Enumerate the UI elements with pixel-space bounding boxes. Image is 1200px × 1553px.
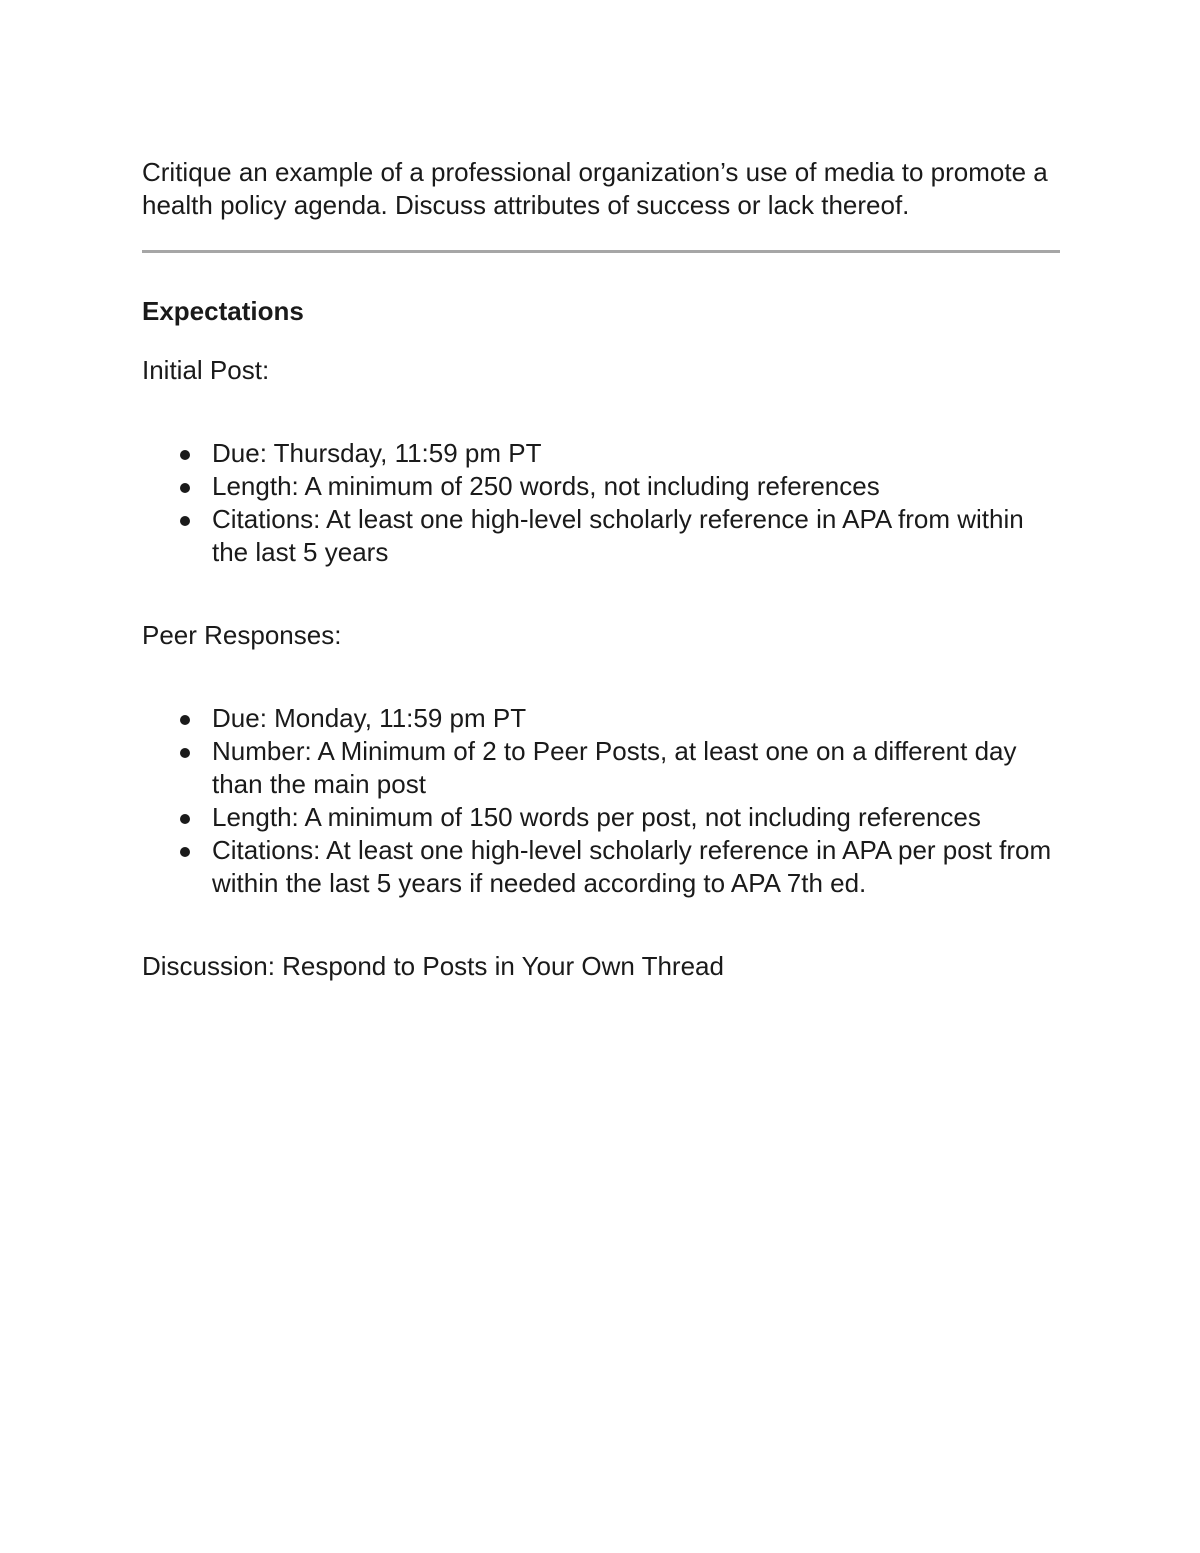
list-item-text: Citations: At least one high-level scholarly reference in APA per post from within the last 5 years if needed according to APA 7th ed. [212,835,1052,898]
initial-post-label: Initial Post: [142,355,270,385]
list-item-text: Due: Monday, 11:59 pm PT [212,703,527,733]
list-item [142,801,1060,834]
list-item [142,437,1060,470]
list-item-text: Length: A minimum of 250 words, not including references [212,471,880,501]
list-item [142,834,1060,900]
list-item-text: Due: Thursday, 11:59 pm PT [212,438,542,468]
prompt-text: Critique an example of a professional organization’s use of media to promote a health policy agenda. Discuss attributes of success or lack thereof. [142,157,1048,220]
list-item-text: Number: A Minimum of 2 to Peer Posts, at least one on a different day than the main post [212,736,1017,799]
bullet-icon [180,483,190,493]
document-page [142,156,1060,983]
list-item-text: Length: A minimum of 150 words per post, not including references [212,802,981,832]
list-item [142,503,1060,569]
bullet-icon [180,748,190,758]
bullet-icon [180,814,190,824]
bullet-icon [180,450,190,460]
list-item [142,735,1060,801]
peer-responses-label: Peer Responses: [142,620,342,650]
horizontal-divider [142,250,1060,253]
expectations-heading: Expectations [142,296,304,326]
list-item-text: Citations: At least one high-level scholarly reference in APA from within the last 5 years [212,504,1024,567]
peer-responses-list [142,702,1060,900]
bullet-icon [180,847,190,857]
discussion-footer-text: Discussion: Respond to Posts in Your Own Thread [142,951,724,981]
initial-post-list [142,437,1060,569]
bullet-icon [180,516,190,526]
bullet-icon [180,715,190,725]
list-item [142,702,1060,735]
list-item [142,470,1060,503]
